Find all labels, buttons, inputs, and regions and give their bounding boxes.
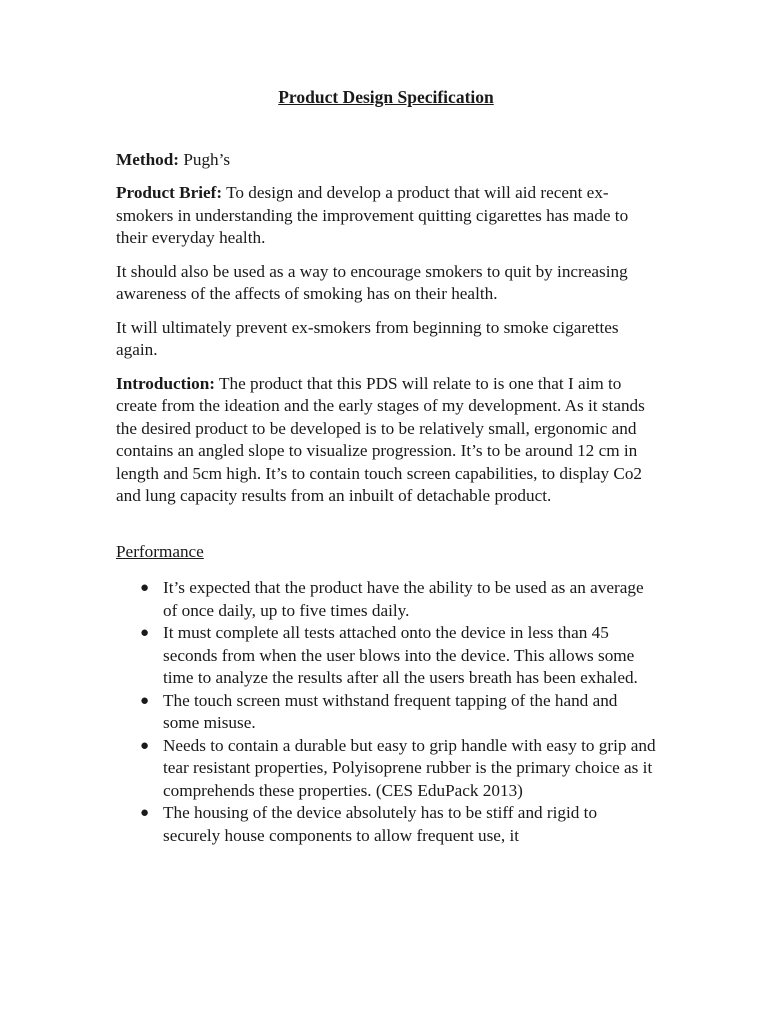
document-page xyxy=(116,86,656,847)
bullet-icon: ● xyxy=(140,805,150,821)
list-item xyxy=(116,690,656,735)
performance-heading: Performance xyxy=(116,541,204,561)
list-item xyxy=(116,622,656,690)
paragraph: It should also be used as a way to encourage smokers to quit by increasing awareness of the affects of smoking has on their health. xyxy=(116,261,628,303)
list-item-text: It’s expected that the product have the ability to be used as an average of once daily, up to five times daily. xyxy=(163,578,644,620)
method-line xyxy=(116,149,656,172)
list-item xyxy=(116,577,656,622)
performance-list xyxy=(116,577,656,847)
bullet-icon: ● xyxy=(140,580,150,596)
bullet-icon: ● xyxy=(140,737,150,754)
list-item xyxy=(116,802,656,847)
list-item-text: Needs to contain a durable but easy to grip handle with easy to grip and tear resistant properties, Polyisoprene rubber is the primary choice as it comprehends these properties. (CES EduPack 2013) xyxy=(163,735,656,800)
product-brief-label: Product Brief: xyxy=(116,183,223,202)
method-label: Method: xyxy=(116,149,180,169)
product-brief xyxy=(116,182,656,250)
method-value: Pugh’s xyxy=(179,149,231,169)
bullet-icon: ● xyxy=(140,692,150,709)
list-item-text: The housing of the device absolutely has to be stiff and rigid to securely house components to allow frequent use, it xyxy=(163,803,598,845)
list-item-text: It must complete all tests attached onto the device in less than 45 seconds from when the user blows into the device. This allows some time to analyze the results after all the users breath has been exhaled. xyxy=(163,623,638,687)
introduction-label: Introduction: xyxy=(116,373,216,393)
introduction xyxy=(116,373,656,508)
product-brief-text: To design and develop a product that will aid recent ex-smokers in understanding the improvement quitting cigarettes has made to their everyday health. xyxy=(116,183,629,247)
document-title: Product Design Specification xyxy=(278,87,494,107)
introduction-text: The product that this PDS will relate to is one that I aim to create from the ideation and the early stages of my development. As it stands the desired product to be developed is to be relatively small, ergonomic and contains an angled slope to visualize progression. It’s to be around 12 cm in length and 5cm high. It’s to contain touch screen capabilities, to display Co2 and lung capacity results from an inbuilt of detachable product. xyxy=(116,373,645,505)
list-item xyxy=(116,735,656,803)
paragraph: It will ultimately prevent ex-smokers from beginning to smoke cigarettes again. xyxy=(116,317,619,359)
bullet-icon: ● xyxy=(140,625,150,641)
list-item-text: The touch screen must withstand frequent tapping of the hand and some misuse. xyxy=(163,690,618,732)
